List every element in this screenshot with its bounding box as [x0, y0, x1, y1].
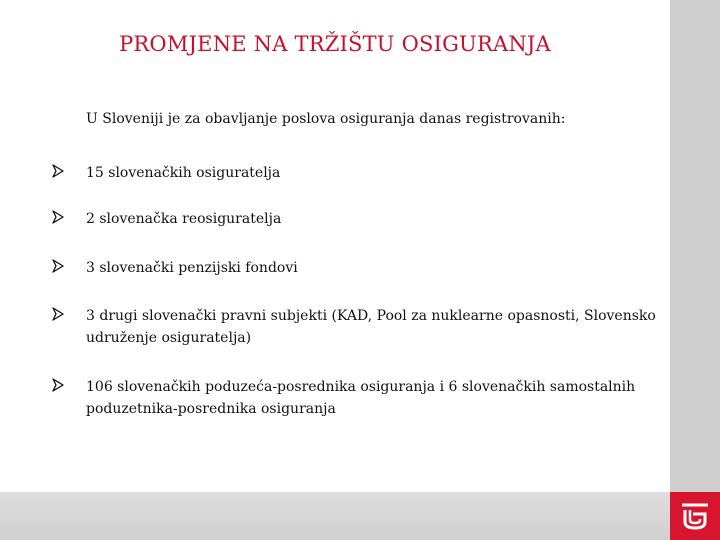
arrow-right-icon: [50, 163, 66, 179]
bullet-text: 2 slovenačka reosiguratelja: [86, 211, 282, 227]
bullet-text: 3 drugi slovenački pravni subjekti (KAD, Pool za nuklearne opasnosti, Slovensko udruženje osiguratelja): [86, 308, 656, 346]
right-side-band: [670, 0, 720, 540]
bullet-text: 15 slovenačkih osiguratelja: [86, 165, 281, 181]
arrow-right-icon: [50, 209, 66, 225]
arrow-right-icon: [50, 306, 66, 322]
bullet-text: 3 slovenački penzijski fondovi: [86, 260, 298, 276]
intro-text: U Sloveniji je za obavljanje poslova osiguranja danas registrovanih:: [86, 111, 566, 127]
arrow-right-icon: [50, 377, 66, 393]
bottom-band: [0, 492, 670, 540]
slide-title: PROMJENE NA TRŽIŠTU OSIGURANJA: [119, 32, 551, 56]
bullet-text: 106 slovenačkih poduzeća-posrednika osiguranja i 6 slovenačkih samostalnih poduzetnika-posrednika osiguranja: [86, 379, 636, 417]
company-logo: [670, 492, 720, 540]
arrow-right-icon: [50, 258, 66, 274]
company-logo-icon: [679, 500, 711, 532]
